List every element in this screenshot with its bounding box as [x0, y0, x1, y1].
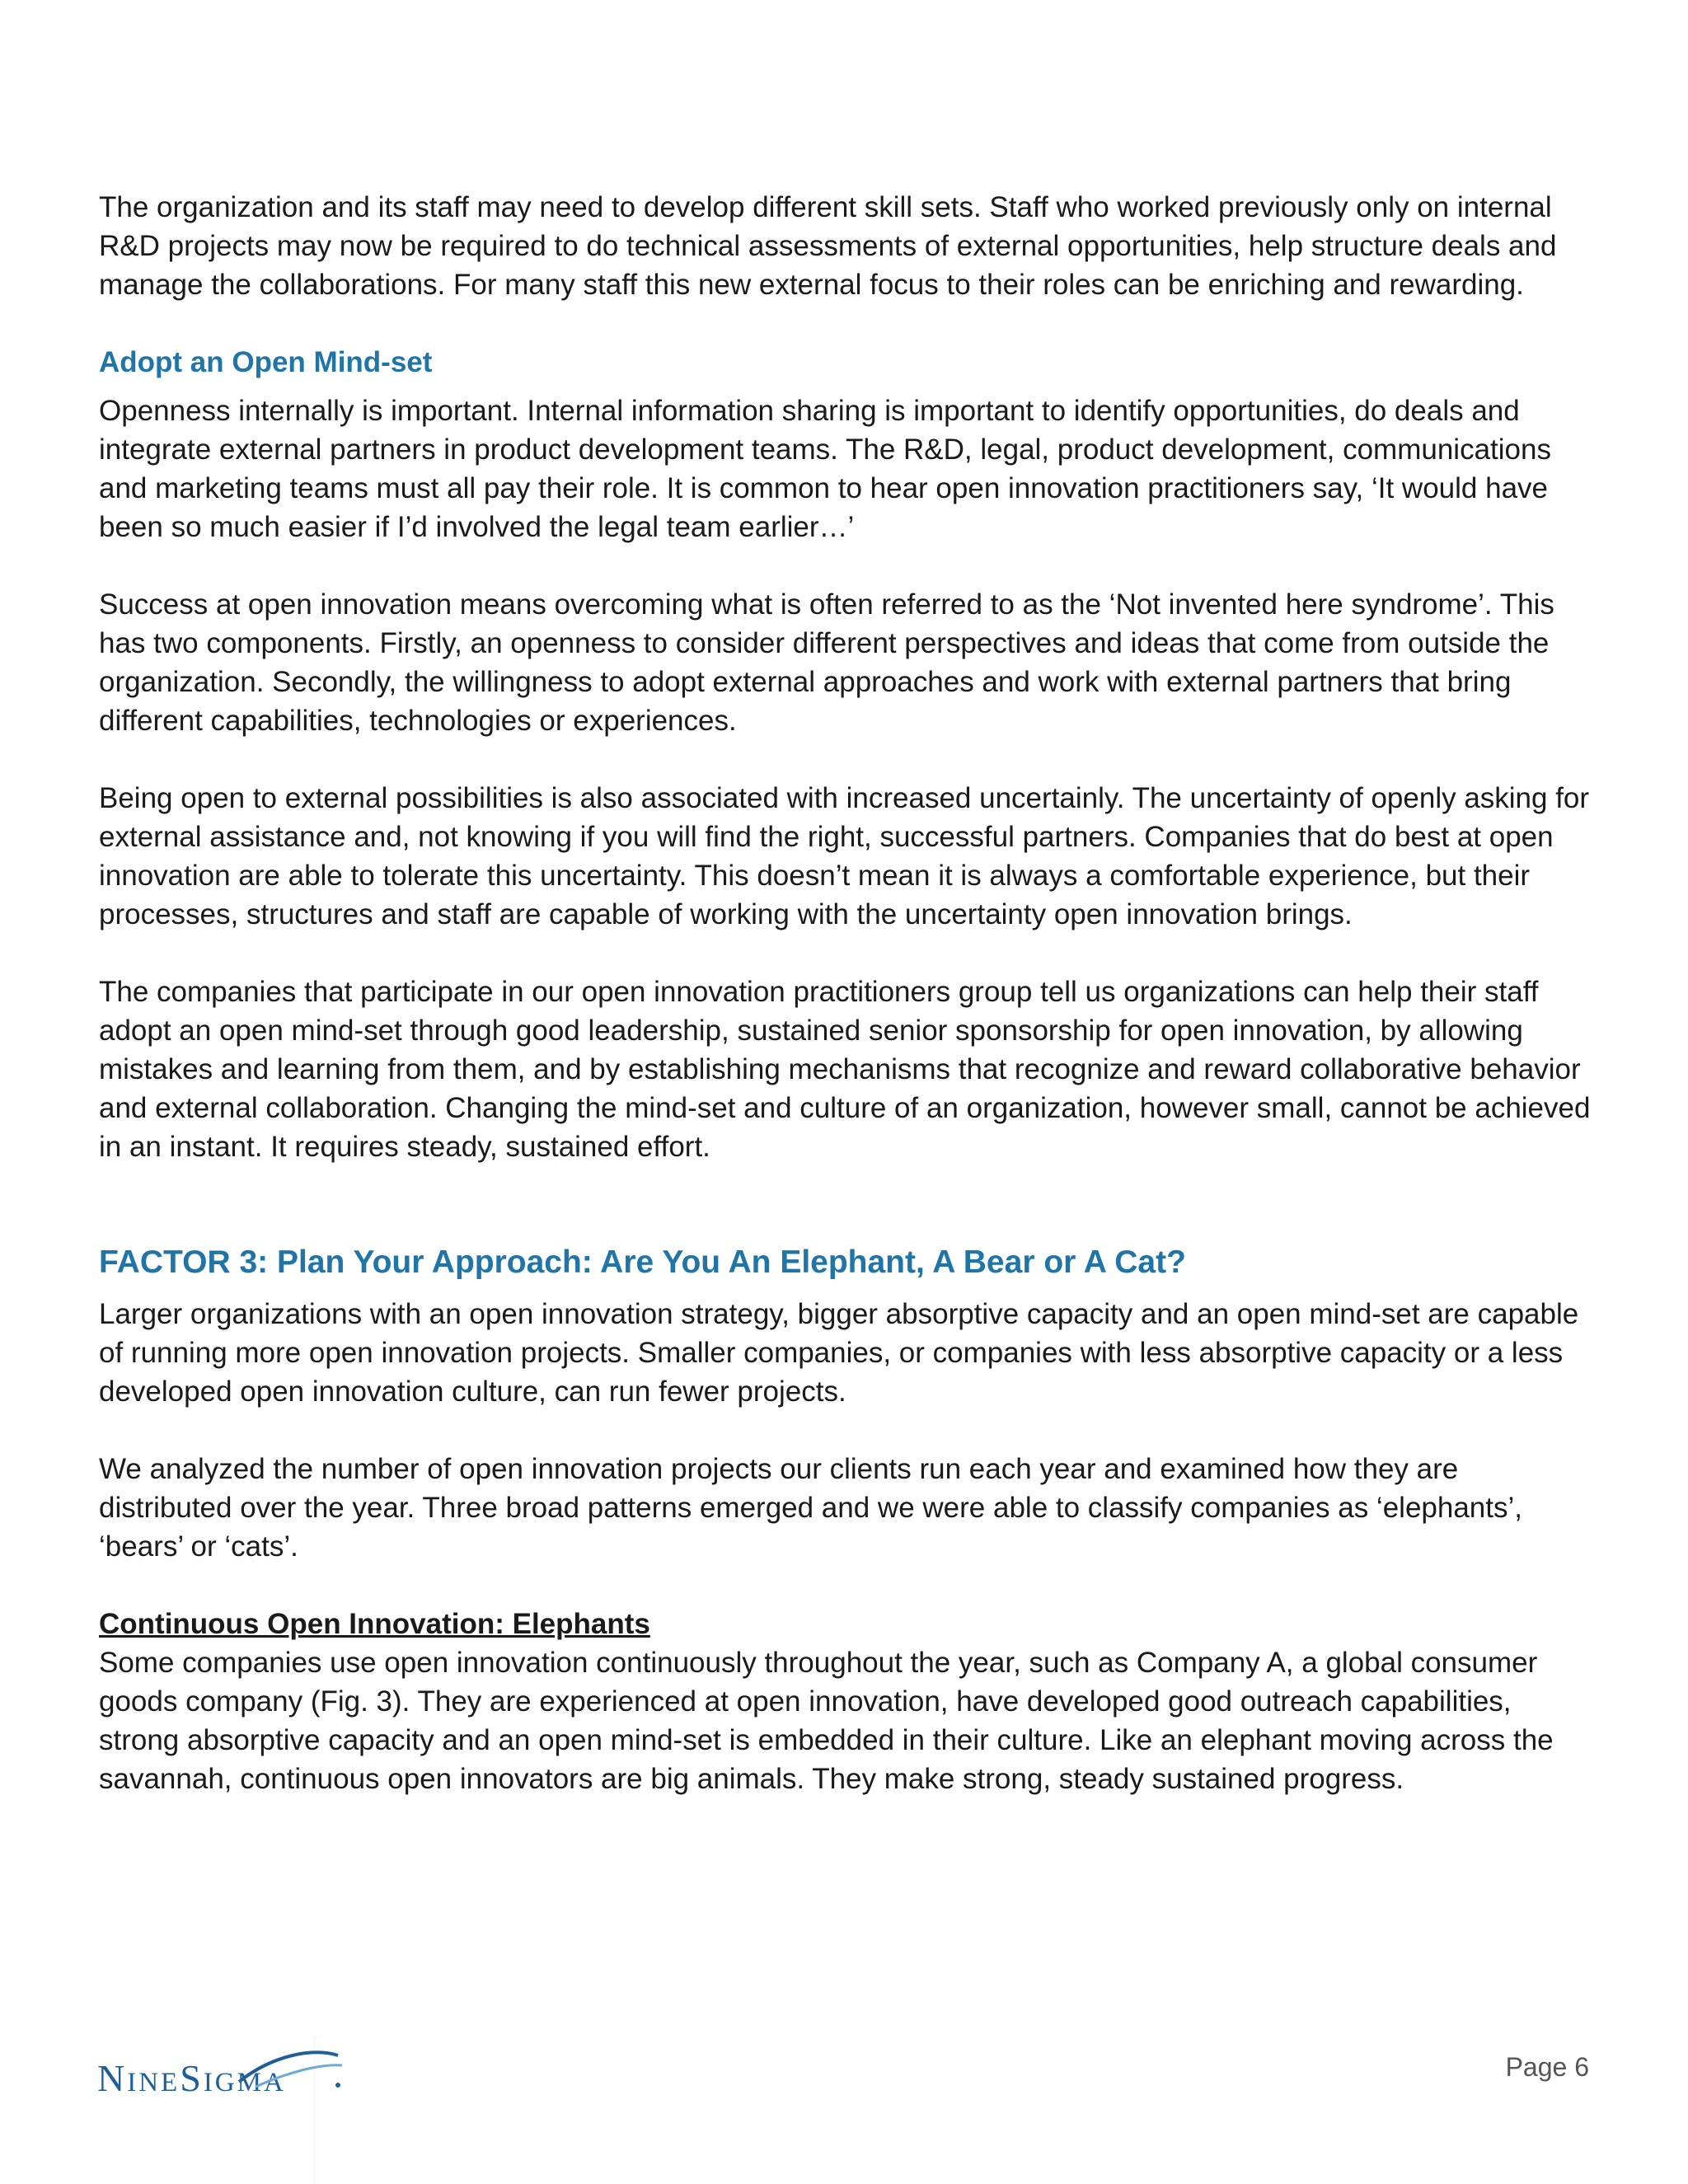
factor-3-heading: FACTOR 3: Plan Your Approach: Are You An Elephant, A Bear or A Cat? — [99, 1244, 1186, 1280]
page-content — [99, 188, 1599, 1798]
section-heading-open-mindset: Adopt an Open Mind-set — [99, 346, 433, 378]
page-number: Page 6 — [1505, 2052, 1589, 2082]
elephants-heading: Continuous Open Innovation: Elephants — [99, 1608, 650, 1640]
mindset-paragraph-2: Success at open innovation means overcoming what is often referred to as the ‘Not invented here syndrome’. This has two components. Firstly, an openness to consider different perspectives and ideas that come from outside the organization. Secondly, the willingness to adopt external approaches and work with external partners that bring different capabilities, technologies or experiences. — [99, 588, 1554, 737]
factor3-paragraph-2: We analyzed the number of open innovation projects our clients run each year and examined how they are distributed over the year. Three broad patterns emerged and we were able to classify companies as ‘elephants’, ‘bears’ or ‘cats’. — [99, 1453, 1522, 1563]
logo-wordmark: NINESIGMA — [97, 2057, 286, 2099]
mindset-paragraph-1: Openness internally is important. Internal information sharing is important to identify opportunities, do deals and integrate external partners in product development teams. The R&D, legal, product development, communications and marketing teams must all pay their role. It is common to hear open innovation practitioners say, ‘It would have been so much easier if I’d involved the legal team earlier…’ — [99, 395, 1551, 543]
logo-swoosh-icon — [223, 2039, 346, 2097]
factor3-paragraph-1: Larger organizations with an open innovation strategy, bigger absorptive capacity and an open mind-set are capable of running more open innovation projects. Smaller companies, or companies with less absorptive capacity or a less developed open innovation culture, can run fewer projects. — [99, 1298, 1579, 1408]
mindset-paragraph-4: The companies that participate in our open innovation practitioners group tell us organizations can help their staff adopt an open mind-set through good leadership, sustained senior sponsorship for open innovation, by allowing mistakes and learning from them, and by establishing mechanisms that recognize and reward collaborative behavior and external collaboration. Changing the mind-set and culture of an organization, however small, cannot be achieved in an instant. It requires steady, sustained effort. — [99, 976, 1591, 1163]
elephants-paragraph: Some companies use open innovation continuously throughout the year, such as Company A, a global consumer goods company (Fig. 3). They are experienced at open innovation, have developed good outreach capabilities, strong absorptive capacity and an open mind-set is embedded in their culture. Like an elephant moving across the savannah, continuous open innovators are big animals. They make strong, steady sustained progress. — [99, 1647, 1554, 1795]
mindset-paragraph-3: Being open to external possibilities is also associated with increased uncertainly. The uncertainty of openly asking for external assistance and, not knowing if you will find the right, successful partners. Companies that do best at open innovation are able to tolerate this uncertainty. This doesn’t mean it is always a comfortable experience, but their processes, structures and staff are capable of working with the uncertainty open innovation brings. — [99, 782, 1590, 930]
intro-paragraph: The organization and its staff may need to develop different skill sets. Staff who worked previously only on internal R&D projects may now be required to do technical assessments of external opportunities, help structure deals and manage the collaborations. For many staff this new external focus to their roles can be enriching and rewarding. — [99, 191, 1557, 301]
